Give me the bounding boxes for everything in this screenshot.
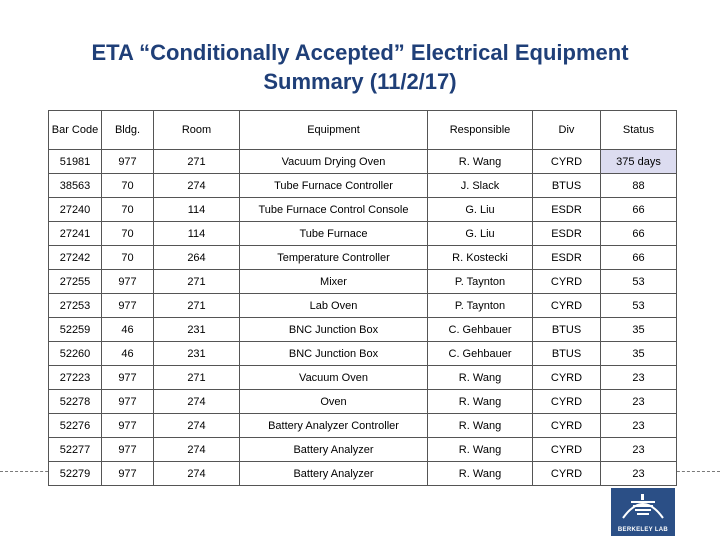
cell-bar-code: 27242 [49,246,102,270]
header-bldg: Bldg. [102,111,154,150]
cell-room: 274 [154,438,240,462]
cell-status: 23 [601,438,677,462]
cell-room: 274 [154,414,240,438]
cell-bar-code: 52276 [49,414,102,438]
cell-room: 114 [154,198,240,222]
cell-room: 274 [154,390,240,414]
cell-bar-code: 27253 [49,294,102,318]
header-responsible: Responsible [428,111,533,150]
table-row [49,198,677,222]
cell-equipment: BNC Junction Box [240,318,428,342]
cell-equipment: Temperature Controller [240,246,428,270]
cell-bar-code: 51981 [49,150,102,174]
cell-responsible: C. Gehbauer [428,342,533,366]
cell-bar-code: 27255 [49,270,102,294]
table-row [49,222,677,246]
table-row [49,270,677,294]
slide-title-line-1: ETA “Conditionally Accepted” Electrical Equipment [91,40,629,65]
cell-bldg: 70 [102,222,154,246]
cell-equipment: Mixer [240,270,428,294]
cell-room: 271 [154,150,240,174]
table-row [49,150,677,174]
cell-div: BTUS [533,174,601,198]
cell-bar-code: 52279 [49,462,102,486]
cell-room: 274 [154,174,240,198]
cell-equipment: Vacuum Oven [240,366,428,390]
cell-responsible: G. Liu [428,222,533,246]
table-row [49,438,677,462]
cell-status: 35 [601,342,677,366]
cell-status: 23 [601,462,677,486]
cell-responsible: R. Wang [428,150,533,174]
lab-building-icon [611,488,675,524]
table-row [49,414,677,438]
cell-responsible: R. Wang [428,462,533,486]
slide-title-line-2: Summary (11/2/17) [263,69,457,94]
cell-div: ESDR [533,222,601,246]
cell-bar-code: 27241 [49,222,102,246]
cell-div: CYRD [533,150,601,174]
cell-responsible: R. Wang [428,366,533,390]
table-row [49,366,677,390]
cell-room: 271 [154,294,240,318]
cell-responsible: P. Taynton [428,270,533,294]
cell-responsible: G. Liu [428,198,533,222]
cell-bldg: 70 [102,246,154,270]
cell-bldg: 977 [102,462,154,486]
table-row [49,246,677,270]
cell-bldg: 977 [102,414,154,438]
cell-responsible: P. Taynton [428,294,533,318]
cell-div: CYRD [533,294,601,318]
cell-bldg: 46 [102,318,154,342]
cell-bldg: 46 [102,342,154,366]
cell-div: BTUS [533,342,601,366]
table-row [49,342,677,366]
cell-div: CYRD [533,462,601,486]
cell-bldg: 977 [102,270,154,294]
cell-bldg: 70 [102,198,154,222]
cell-responsible: J. Slack [428,174,533,198]
cell-status: 53 [601,294,677,318]
cell-bar-code: 52278 [49,390,102,414]
cell-equipment: Battery Analyzer [240,438,428,462]
cell-div: BTUS [533,318,601,342]
header-bar-code: Bar Code [49,111,102,150]
cell-status: 23 [601,414,677,438]
cell-room: 114 [154,222,240,246]
cell-div: CYRD [533,390,601,414]
cell-equipment: Battery Analyzer Controller [240,414,428,438]
table-row [49,390,677,414]
cell-status: 66 [601,246,677,270]
cell-equipment: Battery Analyzer [240,462,428,486]
cell-equipment: Vacuum Drying Oven [240,150,428,174]
cell-div: CYRD [533,366,601,390]
header-status: Status [601,111,677,150]
cell-responsible: R. Wang [428,438,533,462]
cell-div: CYRD [533,414,601,438]
cell-status: 23 [601,390,677,414]
cell-bar-code: 38563 [49,174,102,198]
logo-text: BERKELEY LAB [617,527,669,533]
cell-div: ESDR [533,198,601,222]
cell-bar-code: 52277 [49,438,102,462]
cell-bar-code: 27240 [49,198,102,222]
table-row [49,318,677,342]
cell-room: 231 [154,342,240,366]
cell-bar-code: 52259 [49,318,102,342]
cell-status-highlighted: 375 days [601,150,677,174]
table-header-row [49,111,677,150]
cell-bldg: 977 [102,438,154,462]
cell-bldg: 977 [102,294,154,318]
cell-equipment: Lab Oven [240,294,428,318]
cell-equipment: Tube Furnace Controller [240,174,428,198]
header-equipment: Equipment [240,111,428,150]
cell-equipment: BNC Junction Box [240,342,428,366]
header-div: Div [533,111,601,150]
cell-responsible: R. Kostecki [428,246,533,270]
berkeley-lab-logo [611,488,675,536]
cell-status: 35 [601,318,677,342]
cell-equipment: Tube Furnace [240,222,428,246]
cell-status: 88 [601,174,677,198]
cell-status: 23 [601,366,677,390]
cell-status: 53 [601,270,677,294]
cell-room: 271 [154,366,240,390]
header-room: Room [154,111,240,150]
cell-equipment: Oven [240,390,428,414]
cell-responsible: R. Wang [428,390,533,414]
cell-status: 66 [601,222,677,246]
cell-responsible: C. Gehbauer [428,318,533,342]
cell-status: 66 [601,198,677,222]
cell-room: 274 [154,462,240,486]
slide-title [0,38,720,96]
cell-bldg: 977 [102,150,154,174]
cell-bar-code: 52260 [49,342,102,366]
cell-responsible: R. Wang [428,414,533,438]
cell-bar-code: 27223 [49,366,102,390]
cell-room: 271 [154,270,240,294]
equipment-summary-table [48,110,677,486]
table-row [49,462,677,486]
cell-div: ESDR [533,246,601,270]
cell-equipment: Tube Furnace Control Console [240,198,428,222]
cell-room: 264 [154,246,240,270]
cell-div: CYRD [533,270,601,294]
table-row [49,294,677,318]
cell-room: 231 [154,318,240,342]
cell-div: CYRD [533,438,601,462]
cell-bldg: 977 [102,390,154,414]
table-row [49,174,677,198]
cell-bldg: 70 [102,174,154,198]
cell-bldg: 977 [102,366,154,390]
